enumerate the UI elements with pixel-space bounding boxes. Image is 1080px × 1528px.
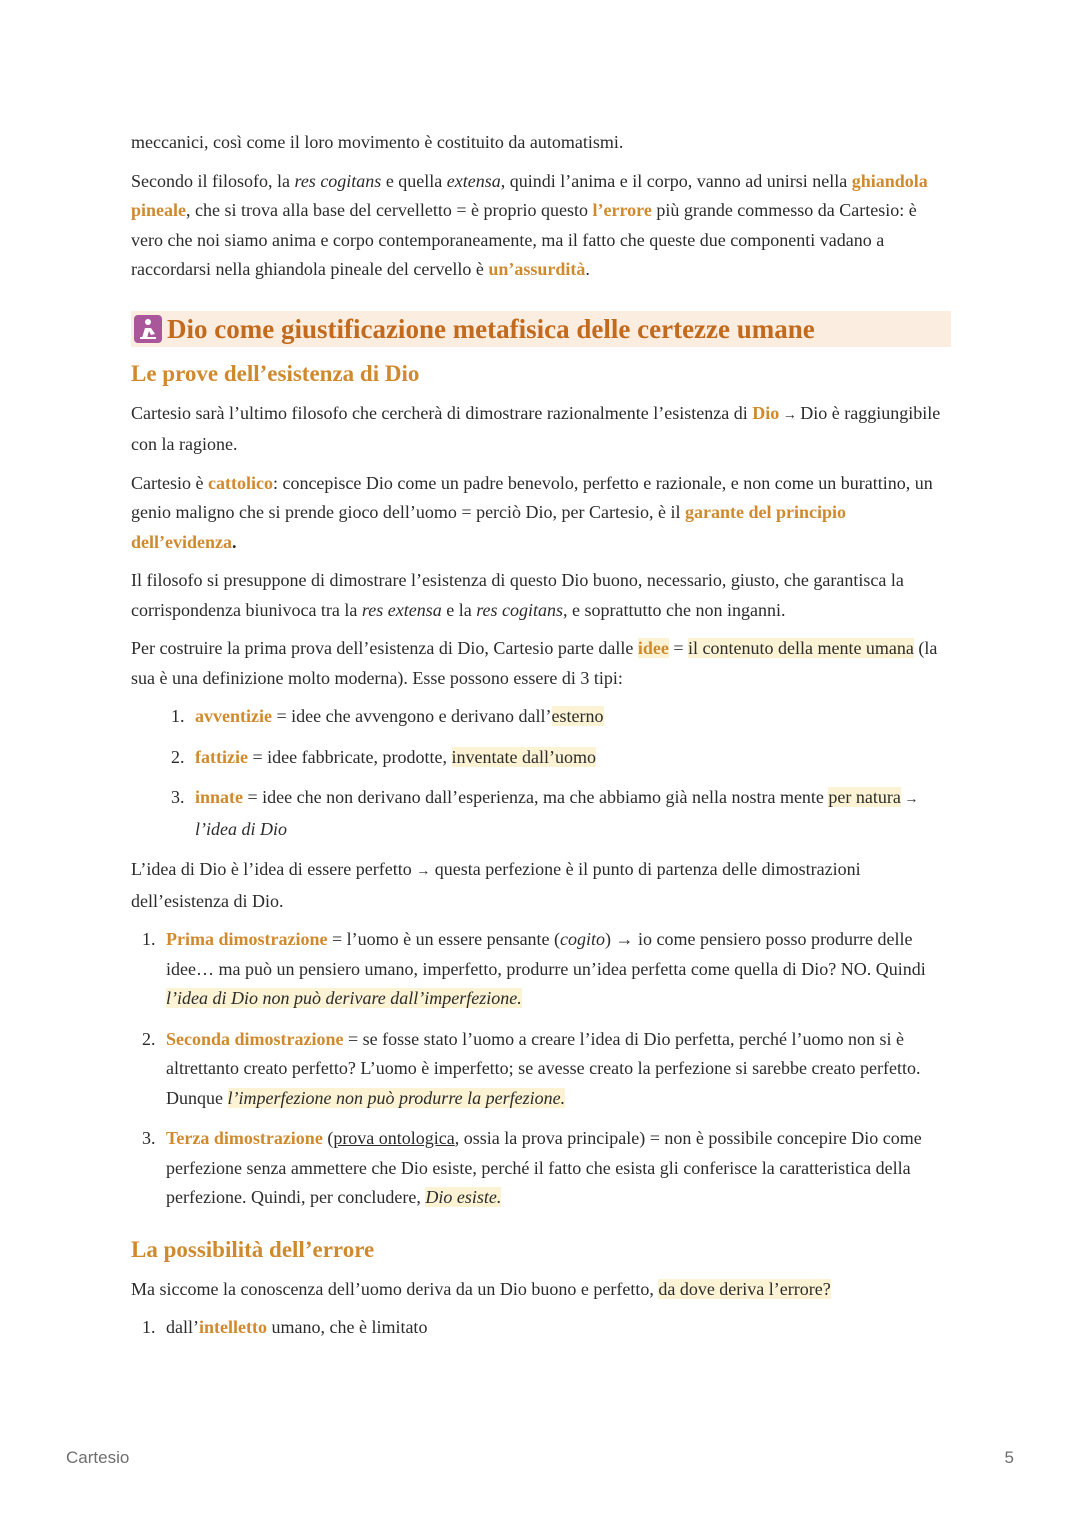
paragraph: Cartesio è cattolico: concepisce Dio come un padre benevolo, perfetto e razionale, e non come un burattino, un genio maligno che si prende gioco dell’uomo = perciò Dio, per Cartesio, è il garante del principio dell’evidenza. [131,472,933,552]
paragraph: Secondo il filosofo, la res cogitans e quella extensa, quindi l’anima e il corpo, vanno ad unirsi nella ghiandola pineale, che si trova alla base del cervelletto = è proprio questo l’errore più grande commesso da Cartesio: è vero che noi siamo anima e corpo contemporaneamente, ma il fatto che queste due componenti vadano a raccordarsi nella ghiandola pineale del cervello è un’assurdità. [131,170,928,279]
list-item: 2. fattizie = idee fabbricate, prodotte, inventate dall’uomo [171,746,597,767]
keyword: Dio [752,402,780,423]
keyword: l’errore [592,200,652,220]
idea-types-list [171,702,951,844]
paragraph: Per costruire la prima prova dell’esistenza di Dio, Cartesio parte dalle idee = il contenuto della mente umana (la sua è una definizione molto moderna). Esse possono essere di 3 tipi: [131,638,938,688]
page-number: 5 [1004,1448,1014,1467]
keyword: garante del principio dell’evidenza [131,502,847,552]
page-content [131,128,951,1354]
proofs-list [142,925,951,1213]
keyword: idee [637,638,669,658]
list-item: 2. Seconda dimostrazione = se fosse stato l’uomo a creare l’idea di Dio perfetta, perché l’uomo non si è altrettanto creato perfetto? L’uomo è imperfetto; se avesse creato la perfezione si sarebbe creato perfetto. Dunque l’imperfezione non può produrre la perfezione. [142,1028,921,1108]
subsection-title: Le prove dell’esistenza di Dio [131,360,420,386]
error-sources-list [142,1313,951,1343]
subsection-title: La possibilità dell’errore [131,1236,375,1262]
list-item: 1. dall’intelletto umano, che è limitato [142,1317,428,1337]
highlight: da dove deriva l’errore? [658,1278,831,1299]
list-item: 3. innate = idee che non derivano dall’esperienza, ma che abbiamo già nella nostra mente per natura → l’idea di Dio [171,787,919,839]
paragraph: Il filosofo si presuppone di dimostrare l’esistenza di questo Dio buono, necessario, giusto, che garantisca la corrispondenza biunivoca tra la res extensa e la res cogitans, e soprattutto che non inganni. [131,570,904,620]
paragraph: meccanici, così come il loro movimento è costituito da automatismi. [131,132,624,152]
section-title: Dio come giustificazione metafisica delle certezze umane [167,313,815,344]
paragraph: Cartesio sarà l’ultimo filosofo che cercherà di dimostrare razionalmente l’esistenza di Dio → Dio è raggiungibile con la ragione. [131,402,941,454]
highlight: il contenuto della mente umana [687,638,914,658]
footer-title: Cartesio [66,1448,130,1467]
paragraph: L’idea di Dio è l’idea di essere perfetto → questa perfezione è il punto di partenza delle dimostrazioni dell’esistenza di Dio. [131,859,861,911]
list-item: 1. avventizie = idee che avvengono e derivano dall’esterno [171,706,604,726]
keyword: un’assurdità [488,259,586,279]
keyword: cattolico [207,472,273,493]
section-heading [131,311,951,347]
paragraph: Ma siccome la conoscenza dell’uomo deriva da un Dio buono e perfetto, da dove deriva l’errore? [131,1278,831,1299]
person-praying-icon [133,314,163,344]
list-item: 3. Terza dimostrazione (prova ontologica, ossia la prova principale) = non è possibile concepire Dio come perfezione senza ammettere che Dio esiste, perché il fatto che esista gli conferisce la caratteristica della perfezione. Quindi, per concludere, Dio esiste. [142,1128,922,1207]
keyword: ghiandola pineale [131,170,928,220]
list-item: 1. Prima dimostrazione = l’uomo è un essere pensante (cogito) → io come pensiero posso produrre delle idee… ma può un pensiero umano, imperfetto, produrre un’idea perfetta come quella di Dio? NO. Quindi l’idea di Dio non può derivare dall’imperfezione. [142,929,926,1008]
